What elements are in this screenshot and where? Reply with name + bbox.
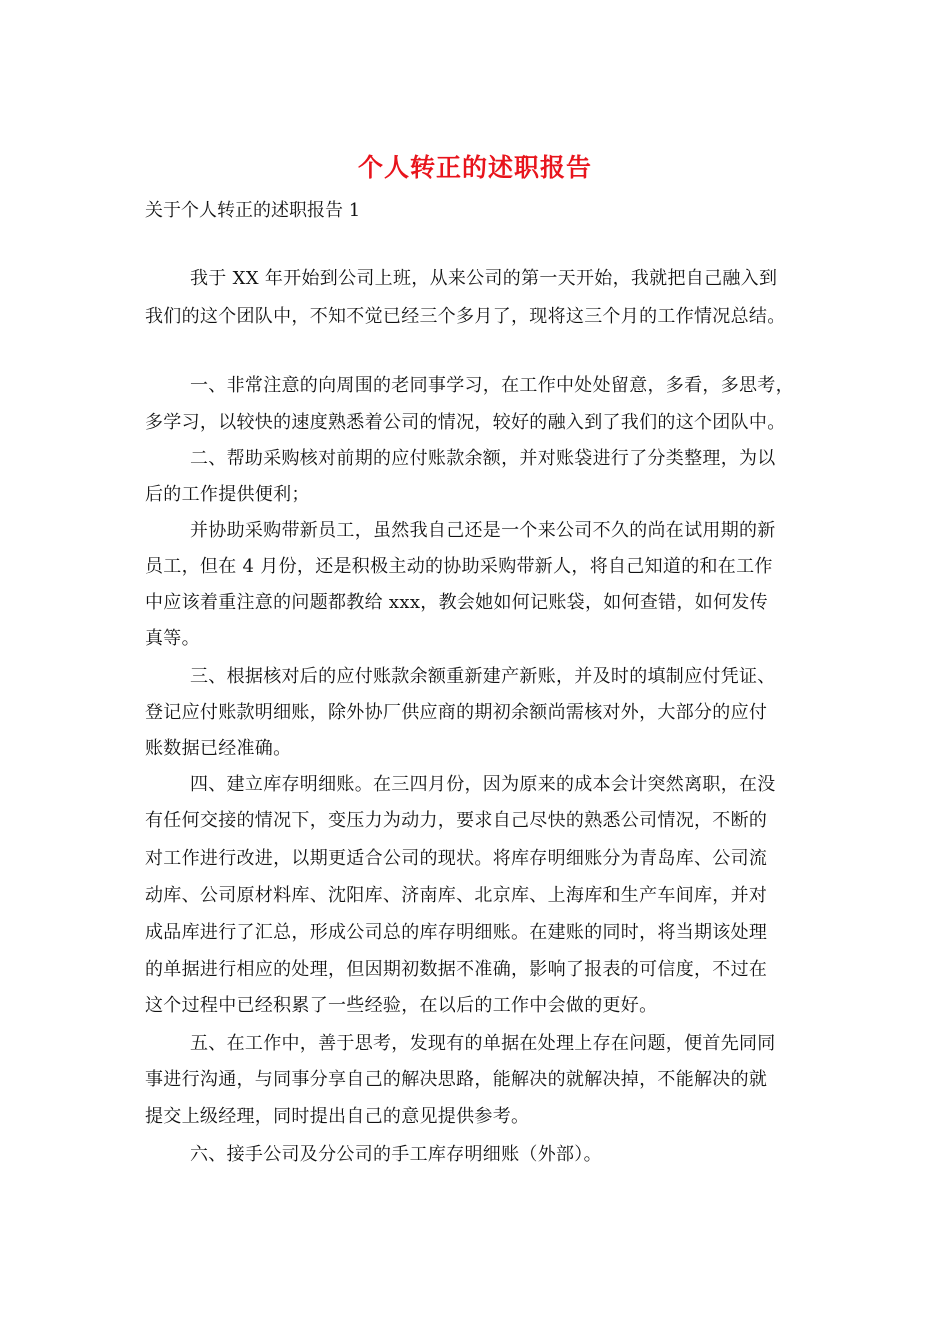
paragraph-line: 成品库进行了汇总，形成公司总的库存明细账。在建账的同时，将当期该处理: [145, 922, 768, 943]
paragraph-line: 真等。: [145, 628, 200, 649]
paragraph-line: 多学习，以较快的速度熟悉着公司的情况，较好的融入到了我们的这个团队中。: [145, 412, 786, 433]
paragraph-line: 并协助采购带新员工，虽然我自己还是一个来公司不久的尚在试用期的新: [190, 520, 776, 541]
paragraph-line: 六、接手公司及分公司的手工库存明细账（外部）。: [190, 1144, 602, 1165]
paragraph-line: 这个过程中已经积累了一些经验，在以后的工作中会做的更好。: [145, 995, 658, 1016]
paragraph-line: 我们的这个团队中，不知不觉已经三个多月了，现将这三个月的工作情况总结。: [145, 306, 786, 327]
paragraph-line: 一、非常注意的向周围的老同事学习，在工作中处处留意，多看，多思考，: [190, 375, 794, 396]
paragraph-line: 事进行沟通，与同事分享自己的解决思路，能解决的就解决掉，不能解决的就: [145, 1069, 768, 1090]
paragraph-line: 登记应付账款明细账，除外协厂供应商的期初余额尚需核对外，大部分的应付: [145, 702, 768, 723]
paragraph-line: 三、根据核对后的应付账款余额重新建产新账，并及时的填制应付凭证、: [190, 666, 776, 687]
paragraph-line: 我于 XX 年开始到公司上班，从来公司的第一天开始，我就把自己融入到: [190, 268, 778, 289]
page-title: 个人转正的述职报告: [357, 153, 592, 182]
paragraph-line: 提交上级经理，同时提出自己的意见提供参考。: [145, 1106, 530, 1127]
document-subtitle: 关于个人转正的述职报告 1: [145, 200, 361, 221]
paragraph-line: 动库、公司原材料库、沈阳库、济南库、北京库、上海库和生产车间库，并对: [145, 885, 768, 906]
paragraph-line: 中应该着重注意的问题都教给 xxx，教会她如何记账袋，如何查错，如何发传: [145, 592, 768, 613]
paragraph-line: 四、建立库存明细账。在三四月份，因为原来的成本会计突然离职，在没: [190, 774, 776, 795]
paragraph-line: 的单据进行相应的处理，但因期初数据不准确，影响了报表的可信度，不过在: [145, 959, 768, 980]
paragraph-line: 二、帮助采购核对前期的应付账款余额，并对账袋进行了分类整理，为以: [190, 448, 776, 469]
paragraph-line: 后的工作提供便利；: [145, 484, 310, 505]
paragraph-line: 员工，但在 4 月份，还是积极主动的协助采购带新人，将自己知道的和在工作: [145, 556, 773, 577]
paragraph-line: 账数据已经准确。: [145, 738, 292, 759]
paragraph-line: 有任何交接的情况下，变压力为动力，要求自己尽快的熟悉公司情况，不断的: [145, 810, 768, 831]
paragraph-line: 五、在工作中，善于思考，发现有的单据在处理上存在问题，便首先同同: [190, 1033, 776, 1054]
paragraph-line: 对工作进行改进，以期更适合公司的现状。将库存明细账分为青岛库、公司流: [145, 848, 768, 869]
